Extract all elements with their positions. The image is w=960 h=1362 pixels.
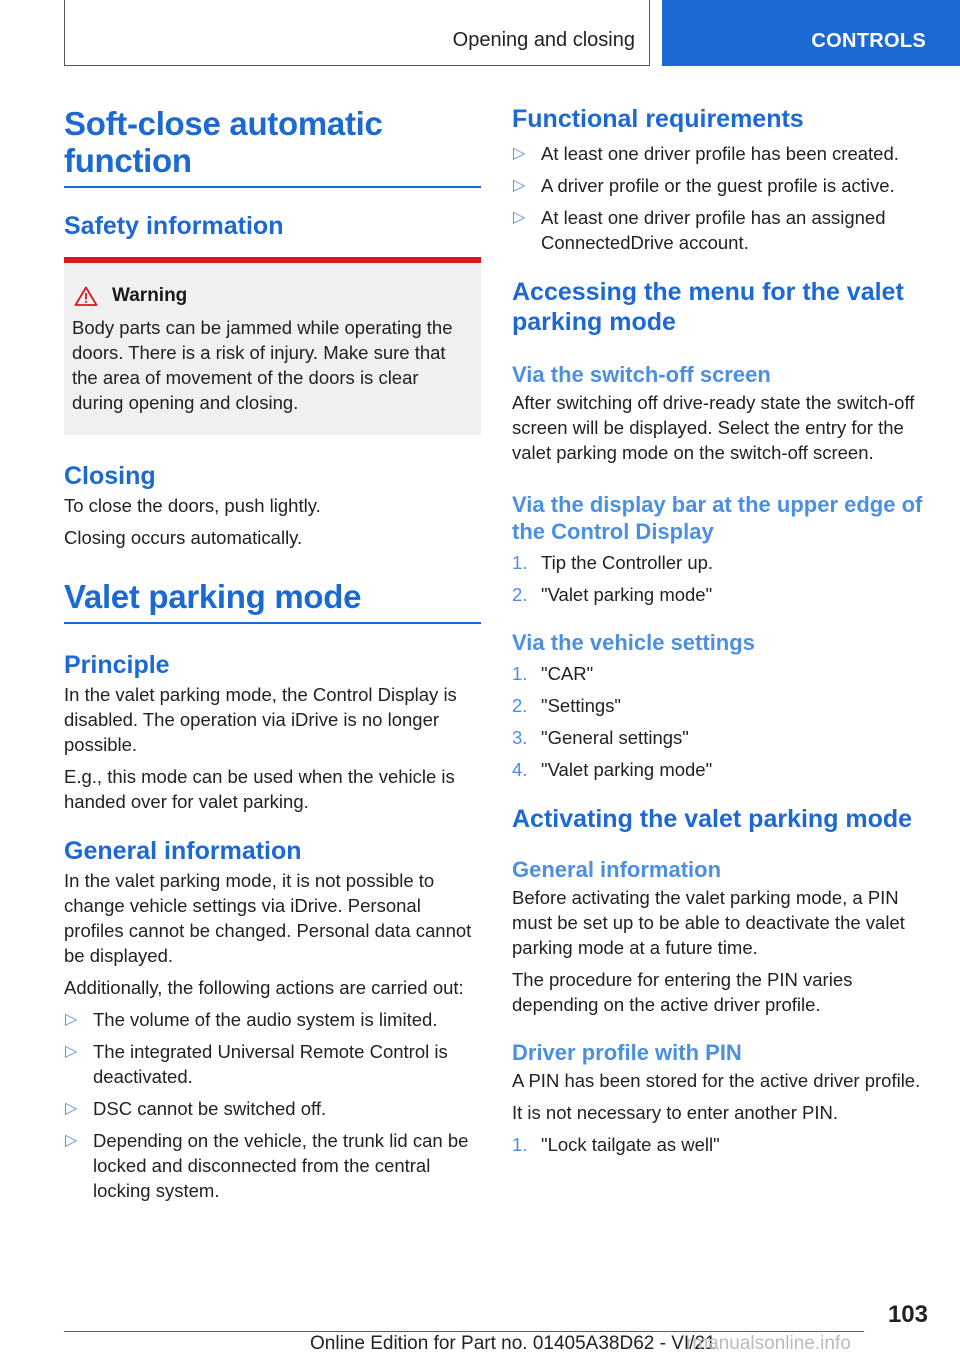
list-item: 1. Tip the Controller up. [512, 552, 714, 573]
principle-paragraph-1: In the valet parking mode, the Control Display is disabled. The operation via iDrive is no longer possible. [64, 684, 457, 755]
switchoff-heading: Via the switch-off screen [512, 362, 771, 387]
functional-requirements-heading: Functional requirements [512, 105, 804, 133]
displaybar-heading: Via the display bar at the upper edge of the Control Display [512, 492, 923, 544]
general-paragraph-1: In the valet parking mode, it is not possible to change vehicle settings via iDrive. Personal profiles cannot be changed. Personal data cannot be displayed. [64, 870, 472, 966]
edition-text: Online Edition for Part no. 01405A38D62 - VI/21 [310, 1333, 716, 1354]
closing-heading: Closing [64, 462, 156, 490]
valet-heading: Valet parking mode [64, 578, 481, 624]
vehicle-settings-steps [512, 661, 932, 782]
list-item: ▷ The integrated Universal Remote Control is deactivated. [65, 1041, 448, 1087]
warning-label: Warning [112, 285, 188, 306]
list-item: ▷ At least one driver profile has an assigned ConnectedDrive account. [513, 207, 886, 253]
footer-divider [64, 1331, 864, 1332]
safety-heading: Safety information [64, 212, 284, 240]
list-item: 2. "Settings" [512, 695, 621, 716]
section-tab [64, 0, 650, 66]
warning-text: Body parts can be jammed while operating the doors. There is a risk of injury. Make sure that the area of movement of the doors is clear during opening and closing. [72, 317, 453, 413]
principle-paragraph-2: E.g., this mode can be used when the vehicle is handed over for valet parking. [64, 766, 455, 812]
switchoff-paragraph: After switching off drive-ready state the switch-off screen will be displayed. Select the entry for the valet parking mode on the switch-off screen. [512, 392, 915, 463]
pin-steps [512, 1132, 932, 1157]
pin-paragraph-1: A PIN has been stored for the active driver profile. [512, 1070, 921, 1091]
pin-paragraph-2: It is not necessary to enter another PIN. [512, 1102, 838, 1123]
list-item: 1. "CAR" [512, 663, 594, 684]
page-number: 103 [887, 1301, 928, 1328]
section-title: Opening and closing [452, 29, 635, 51]
general2-paragraph-1: Before activating the valet parking mode, a PIN must be set up to be able to deactivate the valet parking mode at a future time. [512, 887, 905, 958]
principle-heading: Principle [64, 651, 170, 679]
list-item: 2. "Valet parking mode" [512, 584, 713, 605]
general-heading: General information [64, 837, 302, 865]
left-column [64, 100, 481, 1203]
closing-paragraph-2: Closing occurs automatically. [64, 527, 303, 548]
chapter-title: CONTROLS [811, 30, 926, 52]
general2-paragraph-2: The procedure for entering the PIN varies depending on the active driver profile. [512, 969, 853, 1015]
softclose-heading: Soft-close automatic function [64, 105, 481, 188]
list-item: 3. "General settings" [512, 727, 689, 748]
pin-heading: Driver profile with PIN [512, 1040, 742, 1065]
warning-triangle-icon [74, 286, 98, 306]
triangle-bullet-icon: ▷ [65, 1132, 78, 1149]
list-item: 1. "Lock tailgate as well" [512, 1134, 720, 1155]
closing-paragraph-1: To close the doors, push lightly. [64, 495, 321, 516]
chapter-tab [662, 0, 960, 66]
triangle-bullet-icon: ▷ [65, 1100, 78, 1117]
warning-header [72, 285, 471, 307]
right-column [512, 100, 932, 1157]
general-paragraph-2: Additionally, the following actions are carried out: [64, 977, 464, 998]
warning-box [64, 257, 481, 435]
list-item: ▷ Depending on the vehicle, the trunk lid can be locked and disconnected from the central locking system. [65, 1130, 469, 1201]
activating-heading: Activating the valet parking mode [512, 805, 913, 833]
requirements-list [512, 141, 932, 255]
triangle-bullet-icon: ▷ [513, 177, 526, 194]
vehicle-settings-heading: Via the vehicle settings [512, 630, 755, 655]
displaybar-steps [512, 550, 932, 607]
list-item: 4. "Valet parking mode" [512, 759, 713, 780]
accessing-menu-heading: Accessing the menu for the valet parking mode [512, 278, 904, 336]
triangle-bullet-icon: ▷ [65, 1011, 78, 1028]
list-item: ▷ The volume of the audio system is limited. [65, 1009, 438, 1030]
triangle-bullet-icon: ▷ [65, 1043, 78, 1060]
watermark: rmanualsonline.info [686, 1333, 851, 1354]
actions-list [64, 1007, 481, 1203]
triangle-bullet-icon: ▷ [513, 145, 526, 162]
general2-heading: General information [512, 857, 722, 882]
triangle-bullet-icon: ▷ [513, 209, 526, 226]
list-item: ▷ A driver profile or the guest profile is active. [513, 175, 895, 196]
page-header [0, 0, 960, 66]
list-item: ▷ DSC cannot be switched off. [65, 1098, 327, 1119]
list-item: ▷ At least one driver profile has been created. [513, 143, 899, 164]
